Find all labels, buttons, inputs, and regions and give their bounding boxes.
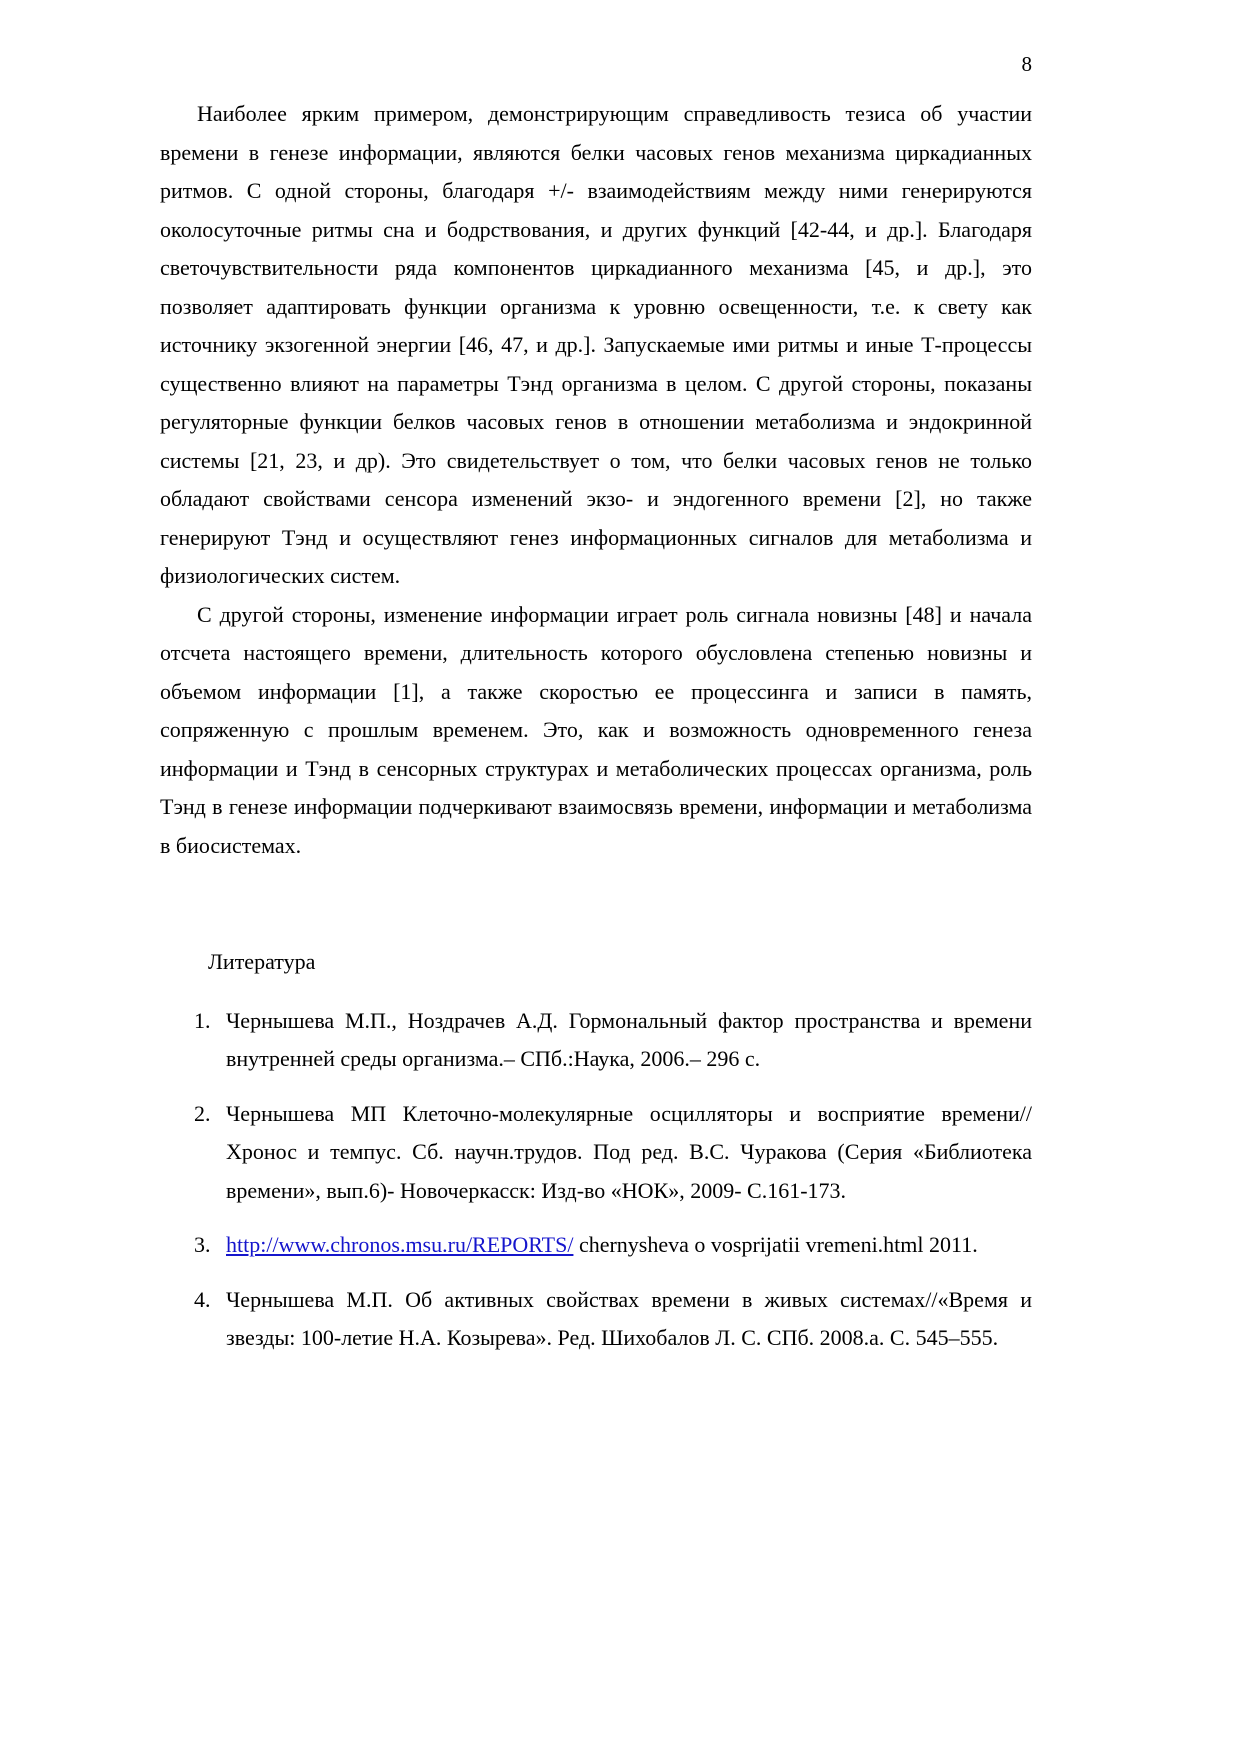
reference-number: 2. <box>194 1100 211 1126</box>
reference-item-4 <box>160 1281 1032 1358</box>
chronos-report-link[interactable]: http://www.chronos.msu.ru/REPORTS/ <box>226 1232 574 1258</box>
page-number: 8 <box>1021 52 1032 76</box>
reference-text: Чернышева МП Клеточно-молекулярные осцилляторы и восприятие времени// Хронос и темпус. Сб. научн.трудов. Под ред. В.С. Чуракова (Серия «Библиотека времени», вып.6)- Новочеркасск: Изд-во «НОК», 2009- С.161-173. <box>226 1100 1032 1203</box>
reference-text: Чернышева М.П. Об активных свойствах времени в живых системах//«Время и звезды: 100-летие Н.А. Козырева». Ред. Шихобалов Л. С. СПб. 2008.а. С. 545–555. <box>226 1286 1032 1351</box>
reference-number: 4. <box>194 1286 211 1312</box>
reference-text <box>226 1232 978 1257</box>
document-body <box>160 95 1032 1358</box>
reference-text-rest: chernysheva o vosprijatii vremeni.html 2011. <box>578 1232 978 1258</box>
reference-number: 3. <box>194 1232 211 1258</box>
reference-number: 1. <box>194 1007 211 1033</box>
reference-item-1 <box>160 1002 1032 1079</box>
reference-item-2 <box>160 1095 1032 1211</box>
reference-text: Чернышева М.П., Ноздрачев А.Д. Гормональный фактор пространства и времени внутренней среды организма.– СПб.:Наука, 2006.– 296 с. <box>226 1007 1032 1072</box>
paragraph-information-novelty: С другой стороны, изменение информации играет роль сигнала новизны [48] и начала отсчета настоящего времени, длительность которого обусловлена степенью новизны и объемом информации [1], а также скоростью ее процессинга и записи в память, сопряженную с прошлым временем. Это, как и возможность одновременного генеза информации и Тэнд в сенсорных структурах и метаболических процессах организма, роль Тэнд в генезе информации подчеркивают взаимосвязь времени, информации и метаболизма в биосистемах. <box>160 601 1032 858</box>
references-heading: Литература <box>208 949 316 975</box>
paragraph-circadian-clock-genes: Наиболее ярким примером, демонстрирующим справедливость тезиса об участии времени в генезе информации, являются белки часовых генов механизма циркадианных ритмов. С одной стороны, благодаря +/- взаимодействиям между ними генерируются околосуточные ритмы сна и бодрствования, и других функций [42-44, и др.]. Благодаря светочувствительности ряда компонентов циркадианного механизма [45, и др.], это позволяет адаптировать функции организма к уровню освещенности, т.е. к свету как источнику экзогенной энергии [46, 47, и др.]. Запускаемые ими ритмы и иные Т-процессы существенно влияют на параметры Тэнд организма в целом. С другой стороны, показаны регуляторные функции белков часовых генов в отношении метаболизма и эндокринной системы [21, 23, и др). Это свидетельствует о том, что белки часовых генов не только обладают свойствами сенсора изменений экзо- и эндогенного времени [2], но также генерируют Тэнд и осуществляют генез информационных сигналов для метаболизма и физиологических систем. <box>160 101 1032 589</box>
references-list <box>160 1002 1032 1358</box>
reference-item-3 <box>160 1226 1032 1265</box>
